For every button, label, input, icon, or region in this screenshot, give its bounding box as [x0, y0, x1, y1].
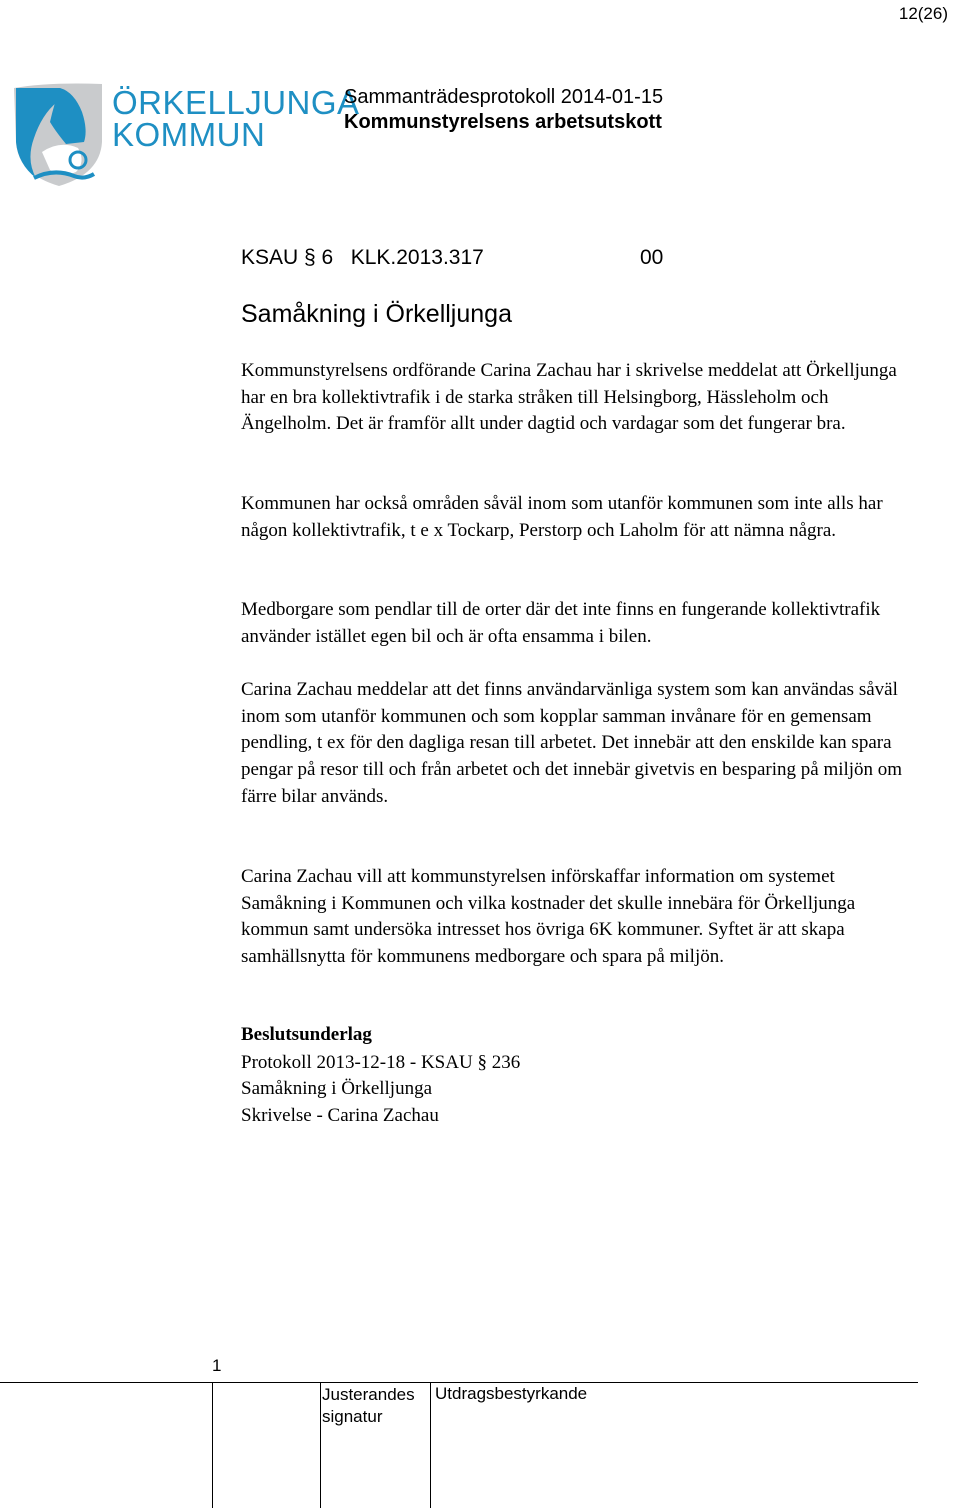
case-number: 00	[640, 246, 664, 269]
paragraph: Carina Zachau vill att kommunstyrelsen införskaffar information om systemet Samåkning i Kommunen och vilka kostnader det skulle innebära för Örkelljunga kommun samt undersöka intresset hos övriga 6K kommuner. Syftet är att skapa samhällsnytta för kommunens medborgare och spara på miljön.	[241, 866, 856, 968]
committee-name: Kommunstyrelsens arbetsutskott	[344, 111, 662, 133]
footer-column-divider	[320, 1382, 321, 1508]
page-number: 12(26)	[898, 4, 948, 23]
footer-divider	[0, 1382, 918, 1383]
municipality-logo-emblem	[14, 82, 104, 188]
decision-basis-item: Protokoll 2013-12-18 - KSAU § 236	[241, 1052, 521, 1073]
footer-mark: 1	[212, 1356, 222, 1375]
municipality-logo-text	[112, 84, 360, 153]
justerandes-signatur-label: Justerandes signatur	[322, 1385, 415, 1426]
protocol-title: Sammanträdesprotokoll 2014-01-15	[344, 86, 664, 108]
logo-line-2: KOMMUN	[112, 116, 266, 153]
utdragsbestyrkande-label: Utdragsbestyrkande	[435, 1384, 588, 1403]
item-title: Samåkning i Örkelljunga	[241, 300, 512, 328]
paragraph: Kommunstyrelsens ordförande Carina Zachau har i skrivelse meddelat att Örkelljunga har en bra kollektivtrafik i de starka stråken till Helsingborg, Hässleholm och Ängelholm. Det är framför allt under dagtid och vardagar som det fungerar bra.	[241, 360, 897, 435]
decision-basis-item: Samåkning i Örkelljunga	[241, 1078, 433, 1099]
paragraph: Kommunen har också områden såväl inom som utanför kommunen som inte alls har någon kollektivtrafik, t e x Tockarp, Perstorp och Laholm för att nämna några.	[241, 493, 883, 541]
logo-line-1: ÖRKELLJUNGA	[112, 84, 360, 121]
case-reference: KSAU § 6 KLK.2013.317	[241, 246, 484, 269]
footer-column-divider	[212, 1382, 213, 1508]
footer-column-divider	[430, 1382, 431, 1508]
paragraph: Medborgare som pendlar till de orter där det inte finns en fungerande kollektivtrafik använder istället egen bil och är ofta ensamma i bilen.	[241, 599, 881, 647]
decision-basis-heading: Beslutsunderlag	[241, 1024, 372, 1045]
paragraph: Carina Zachau meddelar att det finns användarvänliga system som kan användas såväl inom som utanför kommunen och som kopplar samman invånare för en gemensam pendling, t ex för den dagliga resan till arbetet. Det innebär att den enskilde kan spara pengar på resor till och från arbetet och det innebär givetvis en besparing på miljön om färre bilar används.	[241, 679, 903, 807]
decision-basis-item: Skrivelse - Carina Zachau	[241, 1105, 439, 1126]
